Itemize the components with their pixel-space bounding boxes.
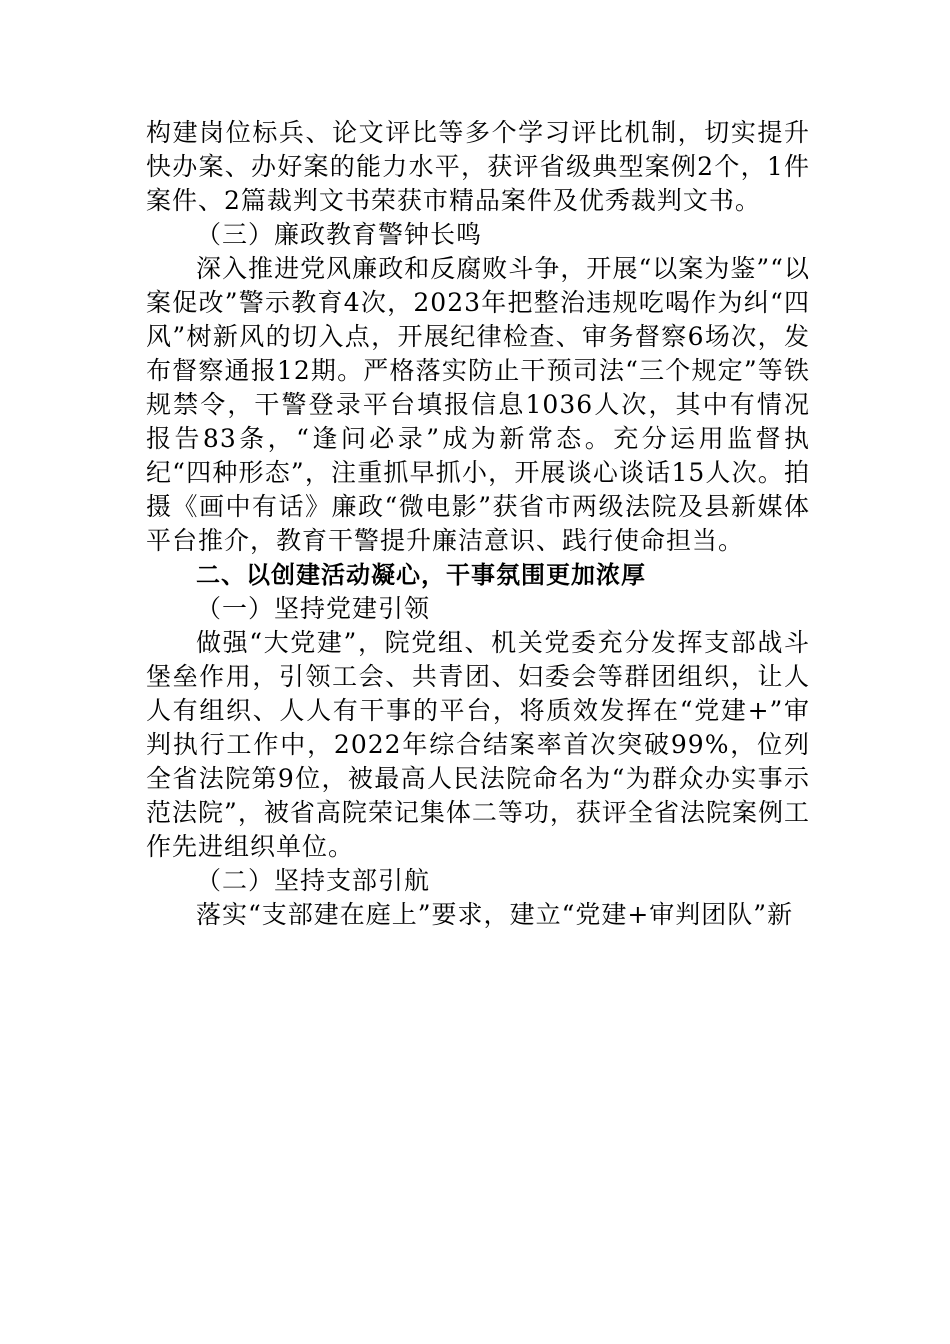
paragraph-party-building: 做强“大党建”，院党组、机关党委充分发挥支部战斗堡垒作用，引领工会、共青团、妇委会等群团组织，让人人有组织、人人有干事的平台，将质效发挥在“党建+”审判执行工作中，2022年综合结案率首次突破99%，位列全省法院第9位，被最高人民法院命名为“为群众办实事示范法院”，被省高院荣记集体二等功，获评全省法院案例工作先进组织单位。: [146, 628, 810, 861]
section-heading-creation-activities: 二、以创建活动凝心，干事氛围更加浓厚: [196, 561, 646, 589]
subheading-branch-guidance: （二）坚持支部引航: [196, 866, 431, 895]
subheading-integrity-education: （三）廉政教育警钟长鸣: [196, 220, 483, 249]
paragraph-branch-guidance: 落实“支部建在庭上”要求，建立“党建+审判团队”新: [196, 900, 794, 929]
paragraph-anti-corruption: 深入推进党风廉政和反腐败斗争，开展“以案为鉴”“以案促改”警示教育4次，2023年把整治违规吃喝作为纠“四风”树新风的切入点，开展纪律检查、审务督察6场次，发布督察通报12期。严格落实防止干预司法“三个规定”等铁规禁令，干警登录平台填报信息1036人次，其中有情况报告83条，“逢问必录”成为新常态。充分运用监督执纪“四种形态”，注重抓早抓小，开展谈心谈话15人次。拍摄《画中有话》廉政“微电影”获省市两级法院及县新媒体平台推介，教育干警提升廉洁意识、践行使命担当。: [146, 254, 810, 555]
document-page: [146, 116, 810, 932]
paragraph-evaluation-mechanism: 构建岗位标兵、论文评比等多个学习评比机制，切实提升快办案、办好案的能力水平，获评省级典型案例2个，1件案件、2篇裁判文书荣获市精品案件及优秀裁判文书。: [146, 118, 810, 215]
subheading-party-building: （一）坚持党建引领: [196, 594, 431, 623]
